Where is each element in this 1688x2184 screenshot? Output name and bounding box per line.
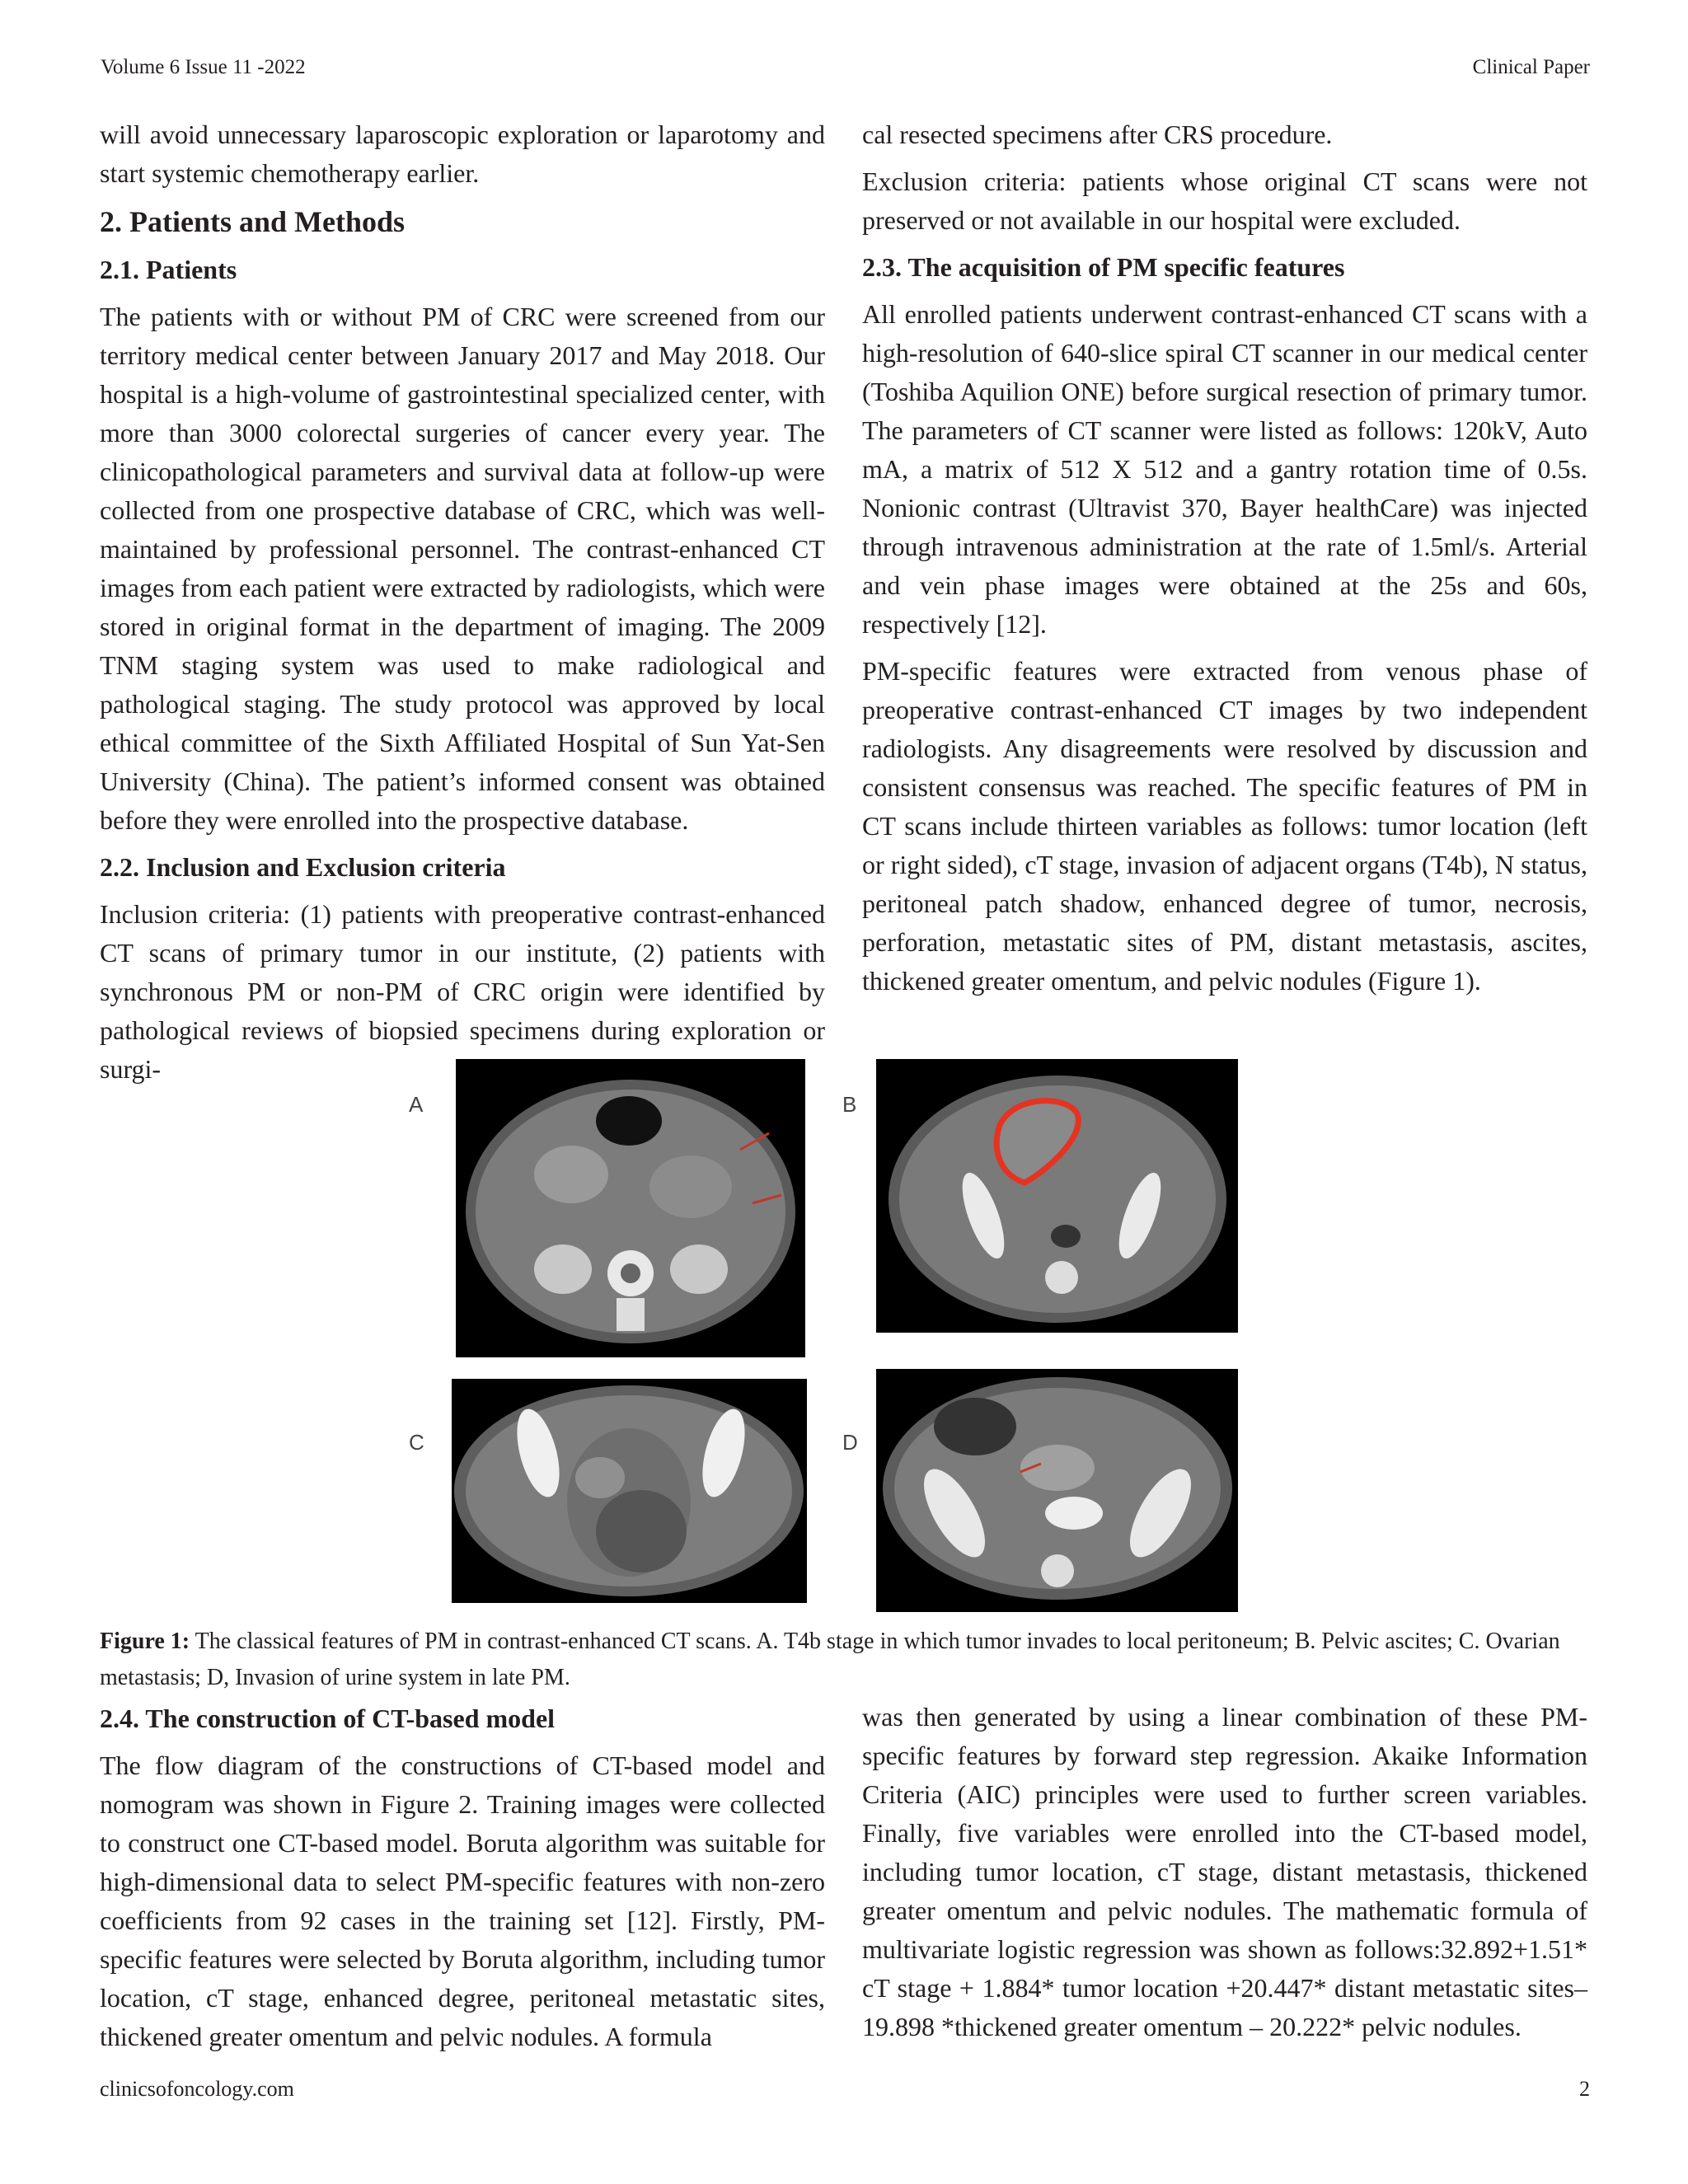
ct-panel-c [452, 1379, 807, 1603]
running-header-type: Clinical Paper [1472, 56, 1590, 78]
column-left-bottom [100, 1698, 825, 2064]
subsection-heading-inclusion: 2.2. Inclusion and Exclusion criteria [100, 852, 506, 882]
footer-site: clinicsofoncology.com [100, 2077, 294, 2101]
figure-caption-label: Figure 1: [100, 1629, 190, 1654]
paragraph-inclusion-cont: cal resected specimens after CRS procedure. [862, 120, 1333, 149]
column-left-top [100, 115, 825, 1097]
panel-label-b: B [842, 1092, 857, 1117]
paragraph-patients: The patients with or without PM of CRC were screened from our territory medical center between January 2017 and May 2018. Our hospital is a high-volume of gastrointestinal specialized center, with more than 3000 colorectal surgeries of cancer every year. The clinicopathological parameters and survival data at follow-up were collected from one prospective database of CRC, which was well-maintained by professional personnel. The contrast-enhanced CT images from each patient were extracted by radiologists, which were stored in original format in the department of imaging. The 2009 TNM staging system was used to make radiological and pathological staging. The study protocol was approved by local ethical committee of the Sixth Affiliated Hospital of Sun Yat-Sen University (China). The patient’s informed consent was obtained before they were enrolled into the prospective database. [100, 302, 825, 835]
subsection-heading-acquisition: 2.3. The acquisition of PM specific features [862, 252, 1345, 282]
ct-panel-a [456, 1059, 805, 1357]
paragraph-model-1: The flow diagram of the constructions of CT-based model and nomogram was shown in Figure 2. Training images were collected to construct one CT-based model. Boruta algorithm was suitable for high-dimensional data to select PM-specific features with non-zero coefficients from 92 cases in the training set [12]. Firstly, PM-specific features were selected by Boruta algorithm, including tumor location, cT stage, enhanced degree, peritoneal metastatic sites, thickened greater omentum and pelvic nodules. A formula [100, 1750, 825, 2051]
section-heading-methods: 2. Patients and Methods [100, 205, 406, 238]
subsection-heading-patients: 2.1. Patients [100, 255, 237, 284]
running-header-volume: Volume 6 Issue 11 -2022 [101, 56, 306, 78]
ct-panel-b [876, 1059, 1238, 1333]
column-right-bottom [862, 1698, 1587, 2055]
figure-caption-text: The classical features of PM in contrast-enhanced CT scans. A. T4b stage in which tumor invades to local peritoneum; B. Pelvic ascites; C. Ovarian metastasis; D, Invasion of urine system in late PM. [100, 1629, 1560, 1690]
panel-label-a: A [409, 1092, 424, 1117]
paragraph-model-2: was then generated by using a linear combination of these PM-specific features by forward step regression. Akaike Information Criteria (AIC) principles were used to further screen variables. Finally, five variables were enrolled into the CT-based model, including tumor location, cT stage, distant metastasis, thickened greater omentum and pelvic nodules. The mathematic formula of multivariate logistic regression was shown as follows:32.892+1.51* cT stage + 1.884* tumor location +20.447* distant metastatic sites–19.898 *thickened greater omentum – 20.222* pelvic nodules. [862, 1702, 1587, 2041]
ct-panel-d [876, 1369, 1238, 1612]
panel-label-d: D [842, 1430, 858, 1455]
paragraph-inclusion: Inclusion criteria: (1) patients with preoperative contrast-enhanced CT scans of primary tumor in our institute, (2) patients with synchronous PM or non-PM of CRC origin were identified by pathological reviews of biopsied specimens during exploration or surgi- [100, 899, 825, 1084]
paragraph-acquisition-2: PM-specific features were extracted from venous phase of preoperative contrast-enhanced CT images by two independent radiologists. Any disagreements were resolved by discussion and consistent consensus was reached. The specific features of PM in CT scans include thirteen variables as follows: tumor location (left or right sided), cT stage, invasion of adjacent organs (T4b), N status, peritoneal patch shadow, enhanced degree of tumor, necrosis, perforation, metastatic sites of PM, distant metastasis, ascites, thickened greater omentum, and pelvic nodules (Figure 1). [862, 656, 1587, 996]
paragraph-exclusion: Exclusion criteria: patients whose original CT scans were not preserved or not available in our hospital were excluded. [862, 166, 1587, 235]
panel-label-c: C [409, 1430, 424, 1455]
page-number: 2 [1579, 2077, 1590, 2101]
subsection-heading-model: 2.4. The construction of CT-based model [100, 1704, 556, 1733]
paragraph-acquisition-1: All enrolled patients underwent contrast-enhanced CT scans with a high-resolution of 640-slice spiral CT scanner in our medical center (Toshiba Aquilion ONE) before surgical resection of primary tumor. The parameters of CT scanner were listed as follows: 120kV, Auto mA, a matrix of 512 X 512 and a gantry rotation time of 0.5s. Nonionic contrast (Ultravist 370, Bayer healthCare) was injected through intravenous administration at the rate of 1.5ml/s. Arterial and vein phase images were obtained at the 25s and 60s, respectively [12]. [862, 299, 1587, 639]
figure-caption [100, 1624, 1592, 1696]
paragraph-intro-end: will avoid unnecessary laparoscopic exploration or laparotomy and start systemic chemotherapy earlier. [100, 120, 825, 188]
column-right-top [862, 115, 1587, 1009]
